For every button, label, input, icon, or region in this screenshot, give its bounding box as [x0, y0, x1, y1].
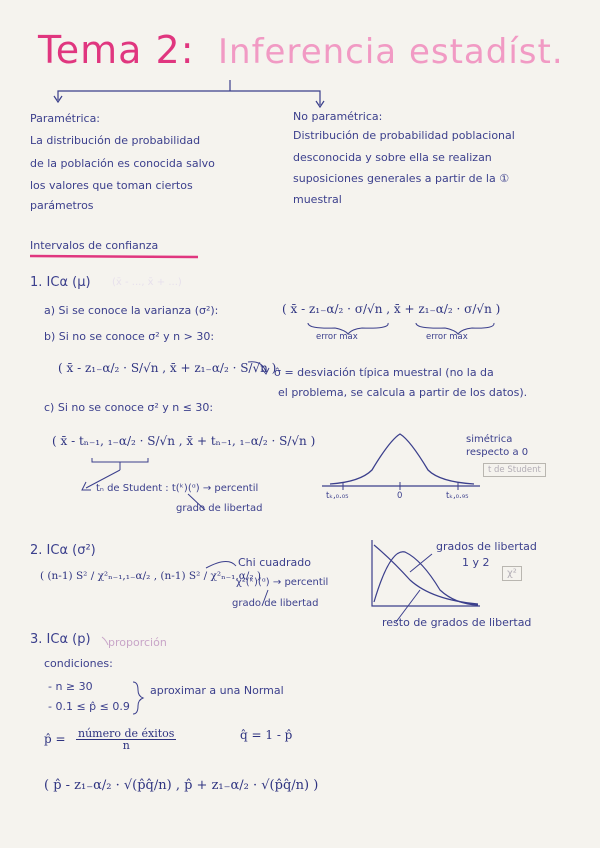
qhat: q̂ = 1 - p̂ — [240, 728, 293, 742]
nonparametric-line: suposiciones generales a partir de la ① — [293, 172, 510, 185]
parametric-line: parámetros — [30, 199, 94, 212]
sigma-hat-note: σ̂ = desviación típica muestral (no la da — [274, 366, 494, 379]
grado-note-2: grado de libertad — [232, 598, 319, 609]
grados-top: grados de libertad — [436, 540, 537, 553]
t-curve — [330, 434, 474, 484]
error-max-2: error max — [426, 332, 468, 342]
s3-proporcion: proporción — [108, 636, 167, 649]
title-sub: Inferencia estadíst. — [218, 32, 564, 72]
condition-1: - n ≥ 30 — [48, 680, 93, 693]
branch-bracket — [58, 91, 320, 105]
error-max-1: error max — [316, 332, 358, 342]
s2-formula: ( (n-1) S² / χ²ₙ₋₁,₁₋α/₂ , (n-1) S² / χ²ₙ₋₁,α/₂ ) — [40, 570, 261, 582]
t-axis-mid: 0 — [397, 491, 403, 501]
s1-a-formula: ( x̄ - z₁₋α/₂ · σ/√n , x̄ + z₁₋α/₂ · σ/√n ) — [282, 302, 501, 316]
nonparametric-line: desconocida y sobre ella se realizan — [293, 151, 492, 164]
section-underline — [30, 256, 198, 257]
chi-note: χ²(ᵏ)(ᵅ) → percentil — [236, 577, 329, 588]
s2-title: 2. ICα (σ²) — [30, 543, 96, 558]
s1-faded: (x̄ - ..., x̄ + ...) — [112, 277, 182, 288]
phat-numerator: número de éxitos — [78, 727, 175, 740]
s1-title: 1. ICα (μ) — [30, 275, 91, 290]
s1-c-formula: ( x̄ - tₙ₋₁, ₁₋α/₂ · S/√n , x̄ + tₙ₋₁, ₁₋α/₂ · S/√n ) — [52, 434, 316, 448]
sigma-hat-note-2: el problema, se calcula a partir de los datos). — [278, 386, 528, 399]
s1-b-label: b) Si no se conoce σ² y n > 30: — [44, 330, 215, 343]
tn-student-note: tₙ de Student : t(ᵏ)(ᵅ) → percentil — [96, 483, 259, 494]
resto-label: resto de grados de libertad — [382, 616, 532, 629]
condition-2: - 0.1 ≤ p̂ ≤ 0.9 — [48, 700, 130, 713]
t-axis-right: tₖ,₀.₉₅ — [446, 491, 469, 501]
parametric-heading: Paramétrica: — [30, 112, 101, 125]
parametric-line: de la población es conocida salvo — [30, 157, 215, 170]
s1-b-formula: ( x̄ - z₁₋α/₂ · S/√n , x̄ + z₁₋α/₂ · S/√n ) — [58, 361, 277, 375]
brace-c — [92, 458, 148, 470]
parametric-line: los valores que toman ciertos — [30, 179, 193, 192]
simetrica-label: simétrica — [466, 434, 513, 445]
approx-normal: aproximar a una Normal — [150, 684, 284, 697]
respecto-label: respecto a 0 — [466, 447, 529, 458]
phat-denominator: n — [122, 739, 130, 752]
conditions-label: condiciones: — [44, 657, 113, 670]
nonparametric-line: muestral — [293, 193, 342, 206]
chi-curve-1 — [374, 545, 478, 604]
chi-box: χ² — [502, 566, 522, 581]
t-axis-left: tₖ,₀.₀₅ — [326, 491, 349, 501]
s1-c-label: c) Si no se conoce σ² y n ≤ 30: — [44, 401, 214, 414]
cond-brace — [133, 682, 143, 714]
parametric-line: La distribución de probabilidad — [30, 134, 201, 147]
nonparametric-line: Distribución de probabilidad poblacional — [293, 129, 515, 142]
s3-title: 3. ICα (p) — [30, 632, 91, 647]
phat-fraction — [76, 728, 176, 751]
grados-vals: 1 y 2 — [462, 556, 490, 569]
s1-a-label: a) Si se conoce la varianza (σ²): — [44, 304, 219, 317]
tstudent-box: t de Student — [483, 463, 546, 477]
grado-note-1: grado de libertad — [176, 503, 263, 514]
s3-formula: ( p̂ - z₁₋α/₂ · √(p̂q̂/n) , p̂ + z₁₋α/₂ · √(p̂q̂/n) ) — [44, 778, 319, 793]
phat-lhs: p̂ = — [44, 732, 66, 746]
chi-label: Chi cuadrado — [238, 556, 311, 569]
nonparametric-heading: No paramétrica: — [293, 110, 383, 123]
section-heading: Intervalos de confianza — [30, 239, 159, 252]
title-main: Tema 2: — [38, 28, 195, 72]
